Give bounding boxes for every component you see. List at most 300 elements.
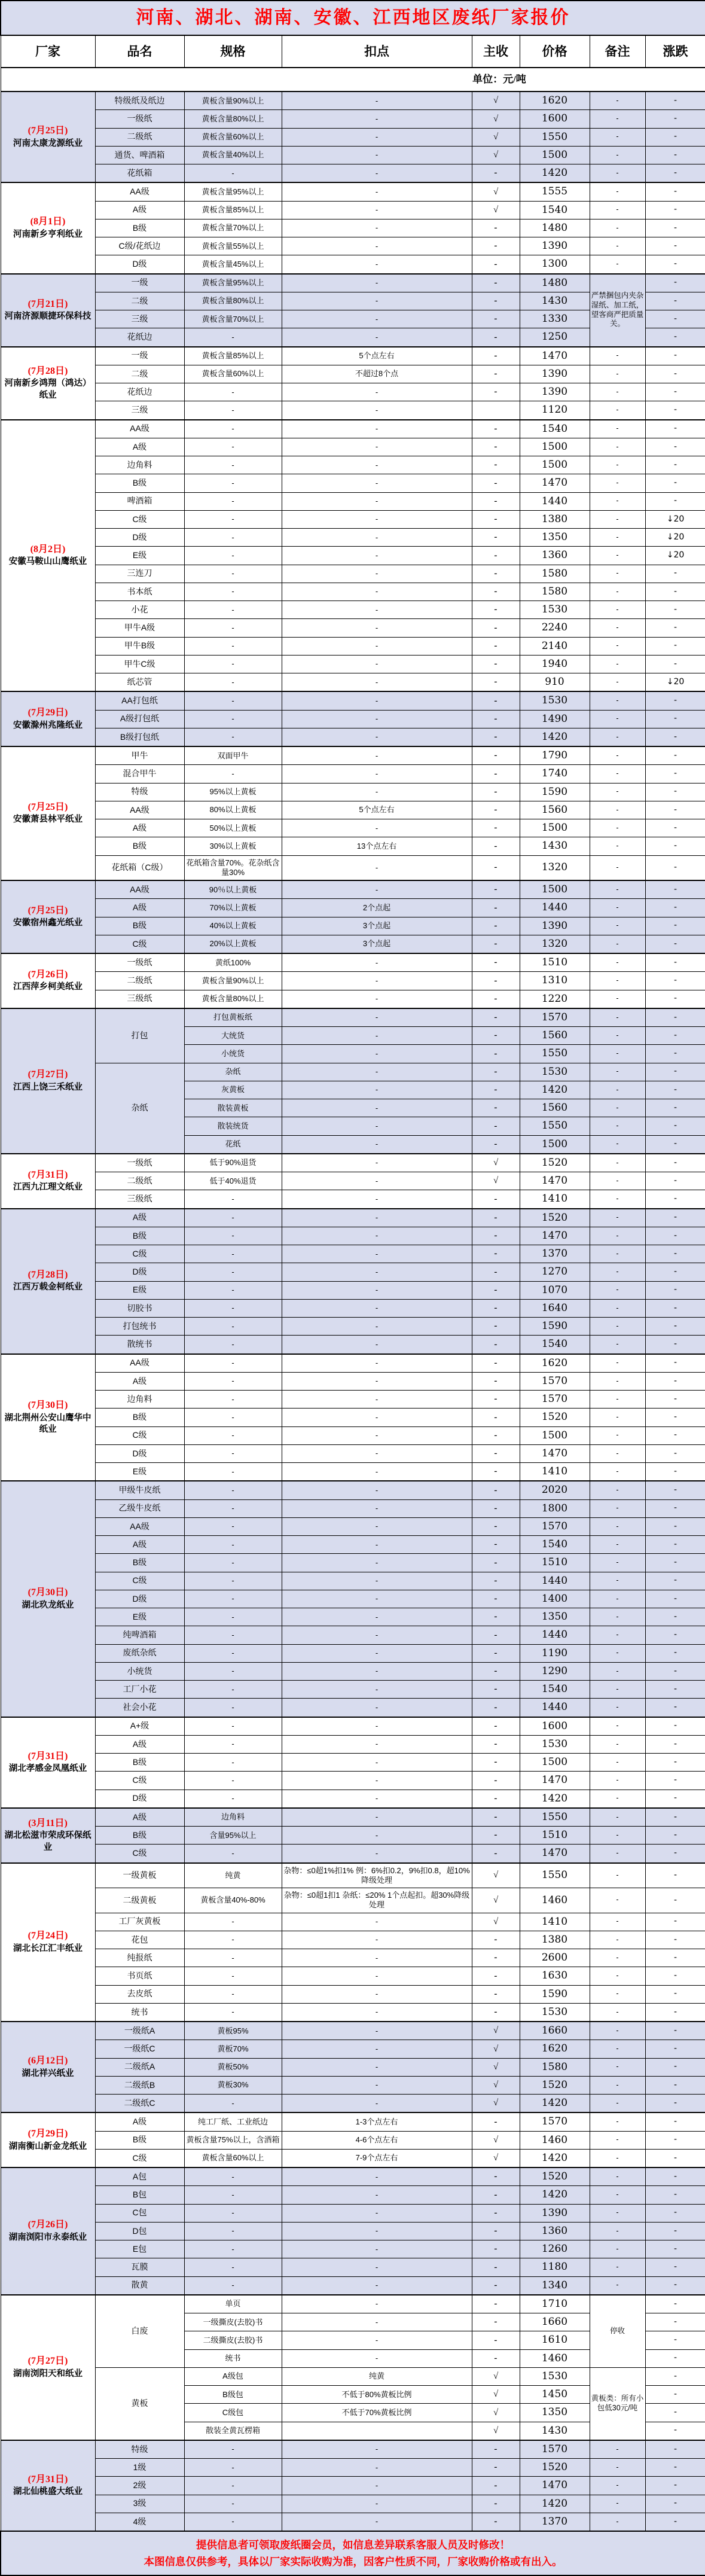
cell-product: 特级纸及纸边 — [95, 92, 184, 110]
cell-product: C级 — [95, 1572, 184, 1590]
cell-change: - — [645, 456, 705, 474]
cell-maincollect: - — [472, 691, 520, 710]
cell-maincollect: - — [472, 1699, 520, 1717]
cell-spec: - — [184, 673, 282, 692]
cell-spec: 95%以上黄板 — [184, 783, 282, 801]
cell-note: - — [590, 1081, 645, 1099]
cell-maincollect: - — [472, 1967, 520, 1985]
cell-maincollect: - — [472, 164, 520, 183]
cell-maincollect: √ — [472, 1863, 520, 1888]
table-row — [1, 601, 705, 619]
cell-note: - — [590, 1481, 645, 1499]
table-row — [1, 746, 705, 765]
cell-maincollect: √ — [472, 201, 520, 219]
cell-deduction: - — [282, 2168, 472, 2186]
cell-change: - — [645, 2422, 705, 2440]
table-row — [1, 2258, 705, 2276]
cell-deduction: - — [282, 1045, 472, 1063]
cell-maincollect: √ — [472, 1888, 520, 1913]
cell-price: 1590 — [520, 1985, 590, 2003]
table-row — [1, 1245, 705, 1263]
cell-maincollect: - — [472, 899, 520, 917]
cell-note: - — [590, 1463, 645, 1481]
cell-product: 工厂小花 — [95, 1681, 184, 1699]
cell-deduction: - — [282, 710, 472, 728]
cell-deduction: 不低于80%黄板比例 — [282, 2386, 472, 2404]
table-row — [1, 1735, 705, 1753]
cell-product: C级 — [95, 1245, 184, 1263]
cell-change: - — [645, 164, 705, 183]
table-row — [1, 529, 705, 547]
cell-spec: 黄板含量60%以上 — [184, 365, 282, 383]
cell-maincollect: - — [472, 1318, 520, 1336]
cell-maincollect: - — [472, 619, 520, 637]
cell-change: - — [645, 1717, 705, 1736]
cell-change: - — [645, 1227, 705, 1245]
cell-deduction: - — [282, 146, 472, 164]
cell-product: 杂纸 — [95, 1063, 184, 1154]
cell-maincollect: - — [472, 492, 520, 510]
cell-spec: 散装全黄瓦楞箱 — [184, 2422, 282, 2440]
factory-name: 湖南浏阳天和纸业 — [13, 2368, 83, 2379]
cell-change: - — [645, 146, 705, 164]
price-rows — [1, 92, 705, 2531]
cell-spec: - — [184, 1536, 282, 1554]
table-row — [1, 1808, 705, 1827]
cell-maincollect: - — [472, 2003, 520, 2022]
cell-deduction: - — [282, 128, 472, 146]
table-row — [1, 1699, 705, 1717]
cell-note: - — [590, 182, 645, 201]
cell-note: - — [590, 456, 645, 474]
cell-price: 1460 — [520, 2131, 590, 2149]
cell-spec: 单页 — [184, 2295, 282, 2313]
cell-note: - — [590, 2058, 645, 2076]
cell-note: - — [590, 219, 645, 237]
cell-change: - — [645, 637, 705, 655]
factory-cell — [1, 182, 95, 273]
cell-spec: - — [184, 1608, 282, 1626]
cell-spec: 黄板含量45%以上 — [184, 255, 282, 274]
table-row — [1, 1463, 705, 1481]
cell-price: 1440 — [520, 1699, 590, 1717]
cell-deduction: 1-3个点左右 — [282, 2112, 472, 2131]
cell-price: 1800 — [520, 1499, 590, 1517]
cell-price: 1550 — [520, 1117, 590, 1135]
cell-price: 1630 — [520, 1967, 590, 1985]
cell-note: - — [590, 2477, 645, 2495]
cell-product: 废纸杂纸 — [95, 1644, 184, 1662]
cell-note: - — [590, 1172, 645, 1190]
table-row — [1, 1681, 705, 1699]
cell-maincollect: - — [472, 783, 520, 801]
cell-change: - — [645, 837, 705, 855]
table-row — [1, 2204, 705, 2222]
cell-product: 甲级牛皮纸 — [95, 1481, 184, 1499]
cell-product: 三级 — [95, 310, 184, 328]
cell-maincollect: - — [472, 935, 520, 953]
table-row — [1, 1481, 705, 1499]
cell-spec: - — [184, 1336, 282, 1354]
cell-product: 花纸箱（C级） — [95, 855, 184, 880]
cell-change: - — [645, 92, 705, 110]
cell-note: - — [590, 655, 645, 673]
cell-change: - — [645, 1536, 705, 1554]
cell-deduction: - — [282, 1517, 472, 1535]
cell-change: - — [645, 601, 705, 619]
cell-product: E级 — [95, 1608, 184, 1626]
cell-note: - — [590, 1227, 645, 1245]
cell-spec: 黄板含量60%以上 — [184, 2149, 282, 2168]
cell-spec: - — [184, 1681, 282, 1699]
cell-maincollect: - — [472, 765, 520, 783]
cell-price: 1410 — [520, 1190, 590, 1209]
cell-maincollect: √ — [472, 2131, 520, 2149]
cell-note: - — [590, 237, 645, 255]
cell-deduction: 4-6个点左右 — [282, 2131, 472, 2149]
cell-product: D级 — [95, 255, 184, 274]
cell-deduction: - — [282, 1735, 472, 1753]
cell-deduction: - — [282, 401, 472, 420]
factory-cell — [1, 691, 95, 746]
cell-deduction: - — [282, 746, 472, 765]
cell-spec: - — [184, 1372, 282, 1390]
cell-change: - — [645, 492, 705, 510]
table-row — [1, 1336, 705, 1354]
cell-note: - — [590, 1754, 645, 1772]
cell-maincollect: √ — [472, 146, 520, 164]
cell-change: - — [645, 972, 705, 990]
cell-maincollect: - — [472, 1481, 520, 1499]
factory-cell — [1, 2440, 95, 2531]
table-row — [1, 1517, 705, 1535]
cell-price: 1510 — [520, 1827, 590, 1845]
cell-spec: - — [184, 2495, 282, 2513]
cell-maincollect: - — [472, 2240, 520, 2258]
cell-maincollect: - — [472, 529, 520, 547]
factory-date: (8月2日) — [30, 544, 66, 554]
cell-maincollect: √ — [472, 2149, 520, 2168]
table-row — [1, 1644, 705, 1662]
cell-maincollect: - — [472, 1299, 520, 1317]
cell-price: 1610 — [520, 2331, 590, 2349]
table-row — [1, 2240, 705, 2258]
cell-note: - — [590, 619, 645, 637]
cell-price: 1500 — [520, 880, 590, 899]
cell-price: 1190 — [520, 1644, 590, 1662]
cell-note: - — [590, 1863, 645, 1888]
cell-note: - — [590, 953, 645, 972]
cell-maincollect: - — [472, 2276, 520, 2295]
cell-product: A包 — [95, 2168, 184, 2186]
cell-spec: - — [184, 1699, 282, 1717]
cell-spec: - — [184, 1644, 282, 1662]
cell-note: - — [590, 2258, 645, 2276]
cell-note: - — [590, 2149, 645, 2168]
cell-deduction: - — [282, 1949, 472, 1967]
cell-note: - — [590, 547, 645, 565]
cell-change: - — [645, 565, 705, 583]
cell-product: D级 — [95, 1790, 184, 1808]
cell-product: 2级 — [95, 2477, 184, 2495]
cell-deduction: - — [282, 456, 472, 474]
cell-deduction: - — [282, 1135, 472, 1154]
unit-row — [1, 68, 705, 92]
cell-deduction: 3个点起 — [282, 935, 472, 953]
cell-change: - — [645, 953, 705, 972]
cell-product: A级 — [95, 2112, 184, 2131]
cell-price: 1590 — [520, 783, 590, 801]
factory-name: 湖北长江汇丰纸业 — [13, 1943, 83, 1953]
cell-deduction: - — [282, 1027, 472, 1045]
cell-maincollect: - — [472, 1845, 520, 1863]
cell-change: - — [645, 1245, 705, 1263]
cell-deduction: - — [282, 1536, 472, 1554]
col-header-factory: 厂家 — [1, 35, 95, 68]
table-row — [1, 1626, 705, 1644]
cell-change: - — [645, 1354, 705, 1373]
cell-change: - — [645, 328, 705, 347]
cell-spec: 花纸箱含量70%。花杂纸含量30% — [184, 855, 282, 880]
factory-name: 湖北祥兴纸业 — [22, 2068, 74, 2078]
cell-maincollect: - — [472, 583, 520, 600]
cell-maincollect: - — [472, 1554, 520, 1572]
cell-spec: - — [184, 2440, 282, 2459]
cell-note: - — [590, 1209, 645, 1227]
cell-price: 1270 — [520, 1263, 590, 1281]
factory-date: (3月11日) — [28, 1818, 68, 1828]
table-row — [1, 637, 705, 655]
cell-product: A级 — [95, 1209, 184, 1227]
cell-product: A级打包纸 — [95, 710, 184, 728]
cell-change: - — [645, 1913, 705, 1931]
cell-deduction: - — [282, 2204, 472, 2222]
cell-change: - — [645, 2131, 705, 2149]
cell-price: 1530 — [520, 601, 590, 619]
cell-deduction: - — [282, 1754, 472, 1772]
cell-product: 书本纸 — [95, 583, 184, 600]
table-row — [1, 1717, 705, 1736]
cell-maincollect: √ — [472, 110, 520, 128]
cell-note: - — [590, 2131, 645, 2149]
factory-name: 江西九江理文纸业 — [13, 1182, 83, 1193]
cell-change: - — [645, 2367, 705, 2385]
table-row — [1, 1608, 705, 1626]
cell-spec: B级包 — [184, 2386, 282, 2404]
table-row — [1, 691, 705, 710]
cell-change: - — [645, 655, 705, 673]
cell-deduction: - — [282, 1245, 472, 1263]
cell-product: 纸芯管 — [95, 673, 184, 692]
cell-price: 1390 — [520, 917, 590, 935]
cell-change: - — [645, 1681, 705, 1699]
cell-maincollect: - — [472, 219, 520, 237]
cell-maincollect: √ — [472, 92, 520, 110]
cell-deduction: - — [282, 1154, 472, 1172]
cell-change: - — [645, 2440, 705, 2459]
table-row — [1, 1499, 705, 1517]
cell-product: D级 — [95, 1444, 184, 1462]
cell-product: 纯啤酒箱 — [95, 1626, 184, 1644]
cell-note: - — [590, 474, 645, 492]
cell-price: 910 — [520, 673, 590, 692]
cell-note: - — [590, 1590, 645, 1608]
cell-price: 1360 — [520, 2222, 590, 2240]
cell-maincollect: - — [472, 365, 520, 383]
cell-deduction: 杂物：≤0超1%扣1% 例：6%扣0.2，9%扣0.8，超10% 降级处理 — [282, 1863, 472, 1888]
cell-price: 1500 — [520, 146, 590, 164]
cell-price: 1570 — [520, 2440, 590, 2459]
table-row — [1, 2149, 705, 2168]
cell-deduction: - — [282, 438, 472, 456]
cell-change: - — [645, 1735, 705, 1753]
title-band — [1, 1, 705, 35]
cell-note: - — [590, 1299, 645, 1317]
cell-price: 1470 — [520, 1845, 590, 1863]
cell-price: 1180 — [520, 2258, 590, 2276]
factory-cell — [1, 2295, 95, 2440]
cell-deduction: - — [282, 274, 472, 292]
cell-spec: 杂纸 — [184, 1063, 282, 1081]
page-title-cell — [1, 1, 705, 35]
factory-name: 湖北仙桃盛大纸业 — [13, 2487, 83, 2497]
cell-spec: - — [184, 1572, 282, 1590]
cell-maincollect: - — [472, 1008, 520, 1027]
cell-note: - — [590, 2459, 645, 2477]
cell-deduction: - — [282, 1008, 472, 1027]
cell-change: - — [645, 1888, 705, 1913]
cell-change: - — [645, 347, 705, 365]
cell-change: - — [645, 1517, 705, 1535]
cell-change: - — [645, 880, 705, 899]
cell-note: - — [590, 438, 645, 456]
cell-spec: - — [184, 1499, 282, 1517]
cell-product: C级/花纸边 — [95, 237, 184, 255]
cell-maincollect: - — [472, 728, 520, 746]
cell-product: C级 — [95, 1426, 184, 1444]
cell-change: - — [645, 474, 705, 492]
cell-note: - — [590, 1245, 645, 1263]
cell-maincollect: - — [472, 837, 520, 855]
cell-maincollect: - — [472, 438, 520, 456]
cell-note: - — [590, 637, 645, 655]
cell-product: D包 — [95, 2222, 184, 2240]
table-row — [1, 547, 705, 565]
cell-product: 纯报纸 — [95, 1949, 184, 1967]
factory-name: 湖北荆州公安山鹰华中纸业 — [4, 1413, 91, 1435]
cell-maincollect: - — [472, 1117, 520, 1135]
cell-change: - — [645, 1263, 705, 1281]
table-row — [1, 673, 705, 692]
factory-date: (7月27日) — [28, 2356, 68, 2367]
cell-deduction: - — [282, 972, 472, 990]
cell-spec: 黄板含量80%以上 — [184, 990, 282, 1008]
cell-maincollect: - — [472, 456, 520, 474]
cell-change: - — [645, 420, 705, 438]
cell-maincollect: - — [472, 1772, 520, 1790]
cell-maincollect: √ — [472, 2022, 520, 2040]
table-row — [1, 2513, 705, 2531]
table-row — [1, 1754, 705, 1772]
cell-price: 1470 — [520, 1444, 590, 1462]
cell-change: - — [645, 110, 705, 128]
footer-cell — [1, 2531, 705, 2575]
cell-price: 1640 — [520, 1299, 590, 1317]
cell-price: 1570 — [520, 1391, 590, 1409]
cell-price: 1470 — [520, 1772, 590, 1790]
cell-change: - — [645, 2459, 705, 2477]
cell-price: 1550 — [520, 1045, 590, 1063]
cell-maincollect: - — [472, 1063, 520, 1081]
cell-spec: - — [184, 1662, 282, 1680]
table-row — [1, 819, 705, 837]
cell-price: 1420 — [520, 164, 590, 183]
cell-change: - — [645, 855, 705, 880]
cell-deduction: - — [282, 1662, 472, 1680]
cell-product: B级打包纸 — [95, 728, 184, 746]
cell-note: - — [590, 728, 645, 746]
table-row — [1, 2112, 705, 2131]
cell-deduction: - — [282, 2076, 472, 2094]
cell-maincollect: - — [472, 1949, 520, 1967]
cell-product: C包 — [95, 2204, 184, 2222]
cell-maincollect: - — [472, 1808, 520, 1827]
cell-maincollect: - — [472, 2513, 520, 2531]
factory-date: (7月28日) — [28, 365, 68, 376]
cell-note: - — [590, 1554, 645, 1572]
cell-maincollect: - — [472, 673, 520, 692]
cell-change: - — [645, 1863, 705, 1888]
factory-date: (7月31日) — [28, 2474, 68, 2484]
cell-change: - — [645, 201, 705, 219]
cell-maincollect: - — [472, 1227, 520, 1245]
cell-deduction: 5个点左右 — [282, 801, 472, 819]
cell-spec: 二级撕皮(去胶)书 — [184, 2331, 282, 2349]
cell-spec: - — [184, 1263, 282, 1281]
cell-deduction: - — [282, 2095, 472, 2113]
cell-change: - — [645, 691, 705, 710]
cell-product: E级 — [95, 547, 184, 565]
cell-deduction: - — [282, 1790, 472, 1808]
cell-product: 一级纸A — [95, 2022, 184, 2040]
cell-note: - — [590, 201, 645, 219]
cell-deduction: 2个点起 — [282, 899, 472, 917]
factory-name: 湖北松滋市荣成环保纸业 — [4, 1831, 91, 1852]
table-row — [1, 128, 705, 146]
cell-deduction: - — [282, 1463, 472, 1481]
cell-change: - — [645, 2204, 705, 2222]
table-row — [1, 2040, 705, 2058]
cell-price: 1420 — [520, 2186, 590, 2204]
cell-spec: - — [184, 2222, 282, 2240]
cell-note: - — [590, 1517, 645, 1535]
cell-spec: - — [184, 420, 282, 438]
col-header-product: 品名 — [95, 35, 184, 68]
cell-note: - — [590, 2222, 645, 2240]
cell-price: 1370 — [520, 1245, 590, 1263]
cell-change: - — [645, 2003, 705, 2022]
cell-price: 1560 — [520, 1027, 590, 1045]
cell-deduction: - — [282, 2495, 472, 2513]
cell-change: - — [645, 1154, 705, 1172]
cell-spec: 大统货 — [184, 1027, 282, 1045]
cell-note: - — [590, 691, 645, 710]
cell-change: - — [645, 274, 705, 292]
table-row — [1, 456, 705, 474]
cell-product: 白废 — [95, 2295, 184, 2368]
cell-product: E级 — [95, 1281, 184, 1299]
cell-change: - — [645, 2313, 705, 2331]
